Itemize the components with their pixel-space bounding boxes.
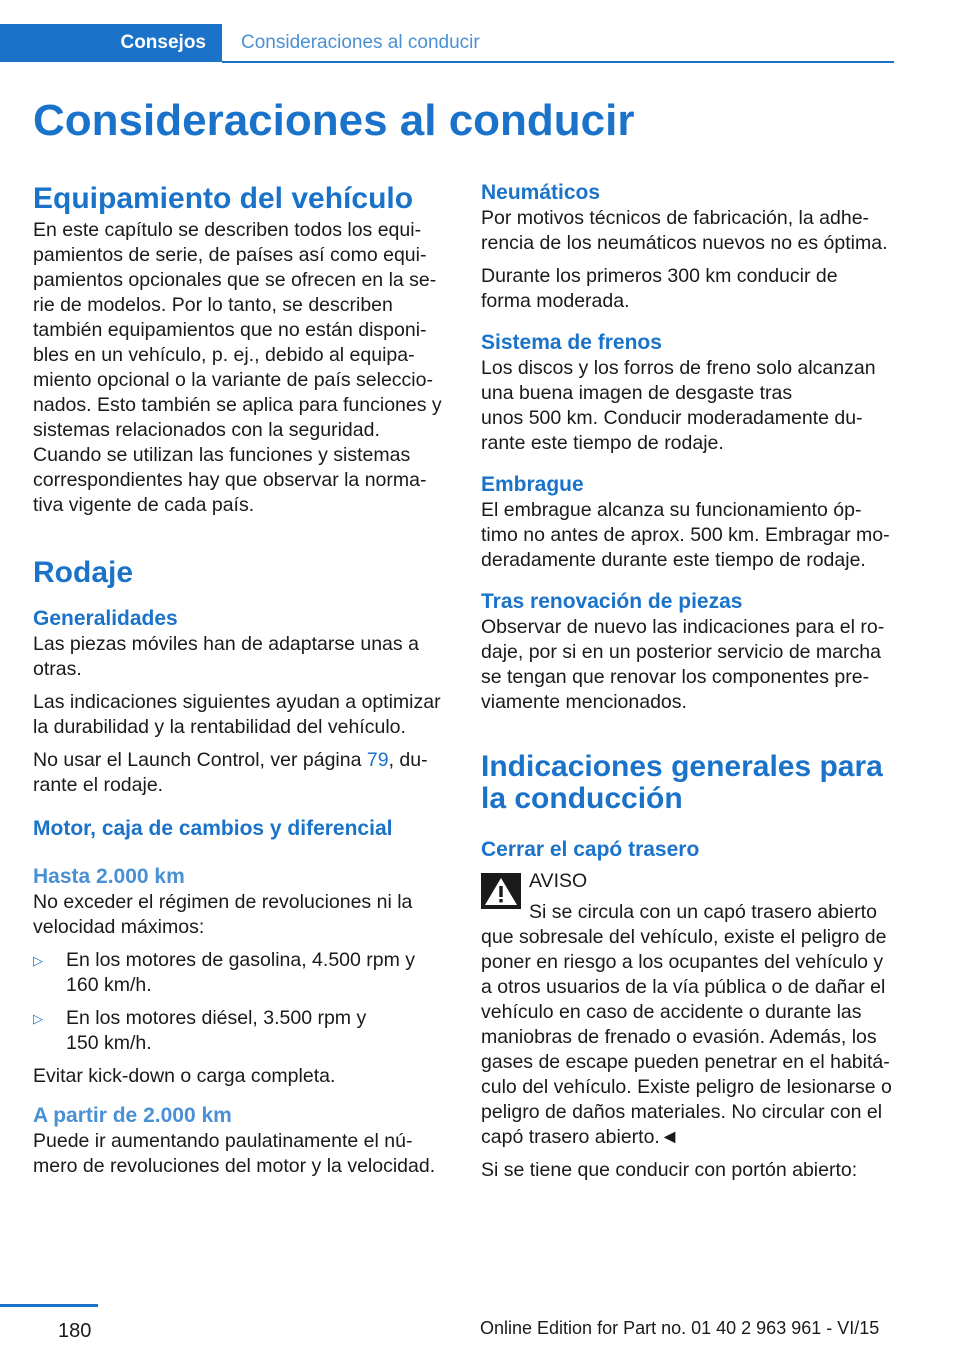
a-partir-paragraph: Puede ir aumentando paulatinamente el nú- mero de revoluciones del motor y la velocidad.: [33, 1130, 436, 1177]
frenos-paragraph: Los discos y los forros de freno solo alcanzan una buena imagen de desgaste tras unos 500 km. Conducir moderadamente du- rante este tiempo de rodaje.: [481, 357, 876, 454]
list-item: ▷ En los motores de gasolina, 4.500 rpm y 160 km/h.: [33, 949, 416, 996]
edition-text: Online Edition for Part no. 01 40 2 963 961 - VI/15: [480, 1318, 880, 1338]
porton-abierto-paragraph: Si se tiene que conducir con portón abierto:: [481, 1159, 858, 1181]
frenos-heading: Sistema de frenos: [481, 331, 662, 354]
warning-block: [481, 869, 899, 925]
neumaticos-paragraph-2: Durante los primeros 300 km conducir de forma moderada.: [481, 265, 838, 312]
motor-heading: Motor, caja de cambios y diferencial: [33, 817, 393, 840]
chapter-tab[interactable]: [0, 24, 222, 62]
generalidades-paragraph-2: Las indicaciones siguientes ayudan a optimizar la durabilidad y la rentabilidad del vehículo.: [33, 691, 441, 738]
a-partir-heading: A partir de 2.000 km: [33, 1104, 232, 1127]
embrague-paragraph: El embrague alcanza su funcionamiento óp- timo no antes de aprox. 500 km. Embragar mo- deradamente durante este tiempo de rodaje.: [481, 499, 890, 571]
generalidades-paragraph-1: Las piezas móviles han de adaptarse unas a otras.: [33, 633, 419, 680]
neumaticos-heading: Neumáticos: [481, 181, 601, 204]
hasta-2000-paragraph: No exceder el régimen de revoluciones ni la velocidad máximos:: [33, 891, 413, 938]
embrague-heading: Embrague: [481, 473, 584, 496]
equipamiento-heading: Equipamiento del vehículo: [33, 182, 414, 215]
chapter-tab-label: Consejos: [120, 32, 206, 53]
generalidades-heading: Generalidades: [33, 607, 178, 630]
indicaciones-heading: Indicaciones generales para la conducción: [481, 750, 883, 815]
tras-renovacion-paragraph: Observar de nuevo las indicaciones para el ro- daje, por si en un posterior servicio de marcha se tengan que renovar los componentes pre- viamente mencionados.: [481, 616, 885, 713]
page-79-link[interactable]: 79: [366, 749, 389, 771]
hasta-2000-heading: Hasta 2.000 km: [33, 865, 185, 888]
aviso-paragraph: que sobresale del vehículo, existe el peligro de poner en riesgo a los ocupantes del vehículo y a otros usuarios de la vía pública o de dañar el vehículo en caso de accidente o durante las maniobras de frenado o evasión. Además, los gases de escape pueden penetrar en el habitá- culo del vehículo. Existe peligro de lesionarse o peligro de daños materiales. No circular con el capó trasero abierto.◄: [481, 926, 892, 1148]
section-header: Consideraciones al conducir: [241, 32, 480, 53]
neumaticos-paragraph-1: Por motivos técnicos de fabricación, la adhe- rencia de los neumáticos nuevos no es óptima.: [481, 207, 888, 254]
equipamiento-paragraph: En este capítulo se describen todos los equi- pamientos de serie, de países así como equi- pamientos opcionales que se ofrecen en la se- rie de modelos. Por lo tanto, se describen también equipamientos que no están disponi- bles en un vehículo, p. ej., debido al equipa- miento opcional o la variante de país seleccio- nados. Esto también se aplica para funciones y sistemas relacionados con la seguridad. Cuando se utilizan las funciones y sistemas correspondientes hay que observar la norma- tiva vigente de cada país.: [33, 219, 442, 516]
bullet-triangle-icon: ▷: [33, 1011, 43, 1026]
right-column: [481, 180, 899, 1191]
evitar-paragraph: Evitar kick-down o carga completa.: [33, 1065, 336, 1087]
header-rule: [222, 61, 894, 63]
cerrar-capo-heading: Cerrar el capó trasero: [481, 838, 700, 861]
tras-renovacion-heading: Tras renovación de piezas: [481, 590, 743, 613]
page-title: Consideraciones al conducir: [33, 96, 635, 145]
warning-triangle-icon: [481, 873, 521, 909]
launch-control-paragraph: No usar el Launch Control, ver página 79, du- rante el rodaje.: [33, 749, 428, 796]
aviso-first-line: Si se circula con un capó trasero abierto: [529, 901, 877, 923]
list-item: ▷ En los motores diésel, 3.500 rpm y 150 km/h.: [33, 1007, 367, 1054]
bullet-triangle-icon: ▷: [33, 953, 43, 968]
rodaje-heading: Rodaje: [33, 556, 134, 589]
left-column: [33, 180, 449, 1187]
footer-rule: [0, 1304, 98, 1307]
aviso-label: AVISO: [529, 870, 588, 892]
page-number: 180: [58, 1320, 92, 1342]
